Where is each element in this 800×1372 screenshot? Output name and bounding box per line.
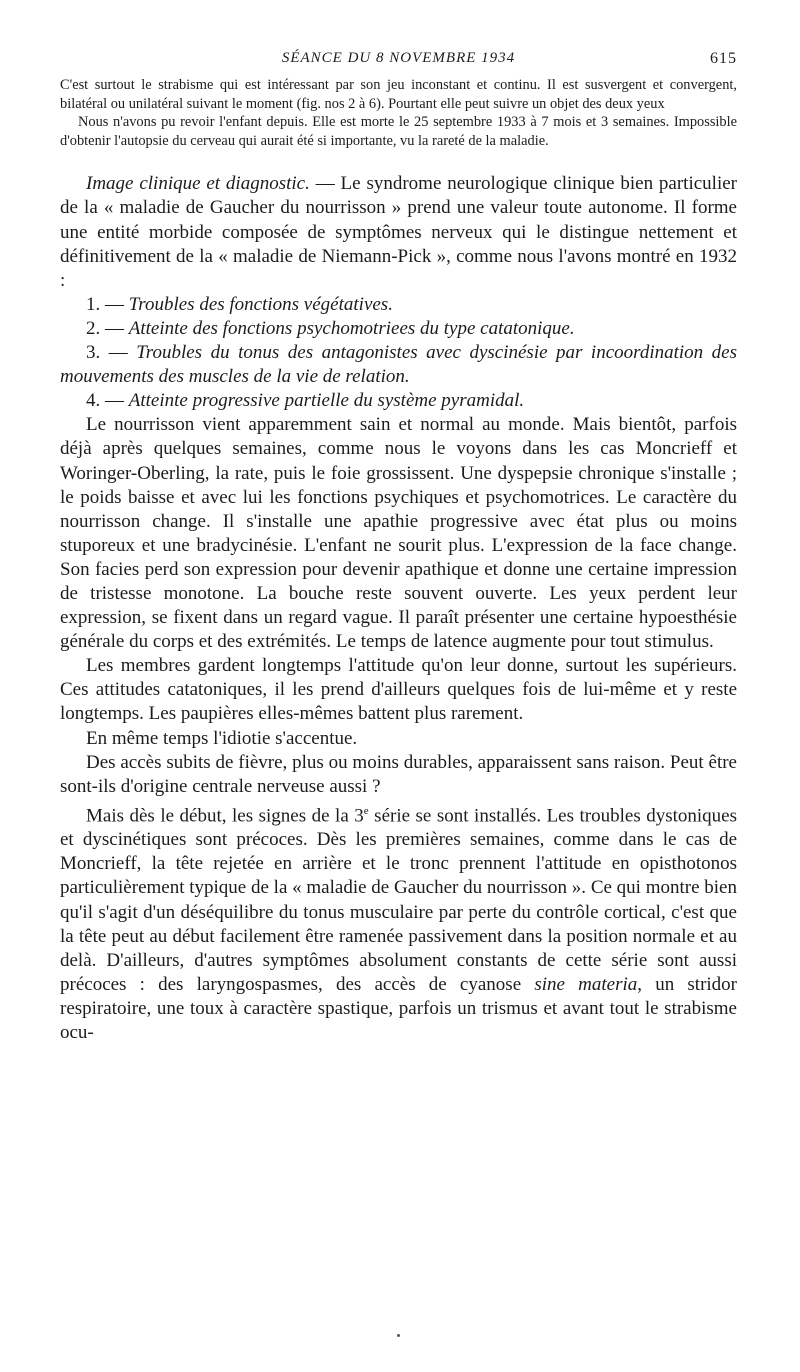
list-item-number: 2. — — [86, 317, 129, 339]
page-number: 615 — [710, 50, 737, 67]
paragraph-diagnostic-text: — Le syndrome neurologique clinique bien particulier de la « maladie de Gaucher du nourrisson » prend une valeur toute autonome. Il forme une entité morbide composée de symptômes nerveux qui le distingue nettement et définitivement de la « maladie de Niemann-Pick », comme nous l'avons montré en 1932 : — [60, 173, 737, 291]
paragraph-nourrisson: Le nourrisson vient apparemment sain et normal au monde. Mais bientôt, parfois déjà après quelques semaines, comme nous le voyons dans les cas Moncrieff et Woringer-Oberling, la rate, puis le foie grossissent. Une dyspepsie chronique s'installe ; le poids baisse et avec lui les fonctions psychiques et psychomotrices. Le caractère du nourrisson change. Il s'installe une apathie progressive avec état plus ou moins stuporeux et une bradycinésie. L'enfant ne sourit plus. L'expression de la face change. Son facies perd son expression pour devenir apathique et donne une certaine impression de tristesse monotone. La bouche reste souvent ouverte. Les yeux perdent leur expression, se fixent dans un regard vague. Il paraît présenter une certaine hypoesthésie générale du corps et des extrémités. Le temps de latence augmente pour tout stimulus. — [60, 414, 737, 653]
page — [60, 50, 737, 1045]
list-item — [60, 293, 737, 317]
list-item — [60, 341, 737, 389]
paragraph-enfant-morte: Nous n'avons pu revoir l'enfant depuis. Elle est morte le 25 septembre 1933 à 7 mois et 3 semaines. Impossible d'obtenir l'autopsie du cerveau qui aurait été si importante, vu la rareté de la maladie. — [60, 114, 737, 149]
paragraph-debut-part2: série se sont installés. Les troubles dystoniques et dyscinétiques sont précoces. Dès les premières semaines, comme dans le cas de Moncrieff, la tête rejetée en arrière et le tronc prennent l'attitude en opisthotonos particulièrement typique de la « maladie de Gaucher du nourrisson ». Ce qui montre bien qu'il s'agit d'un déséquilibre du tonus musculaire par perte du contrôle cortical, c'est que la tête peut au début facilement être ramenée passivement dans la position normale et au delà. D'ailleurs, d'autres symptômes absolument constants de cette série sont aussi précoces : des laryngospasmes, des accès de cyanose — [60, 805, 737, 995]
running-title: SÉANCE DU 8 NOVEMBRE 1934 — [281, 50, 516, 66]
paragraph-diagnostic — [60, 172, 737, 292]
list-item-number: 4. — — [86, 390, 129, 412]
list-item-text: Troubles des fonctions végétatives. — [128, 293, 393, 315]
paragraph-idiotie: En même temps l'idiotie s'accentue. — [86, 727, 358, 749]
list-item — [60, 389, 737, 413]
page-header — [60, 50, 737, 76]
paragraph-debut — [60, 799, 737, 1045]
list-item-text: Atteinte des fonctions psychomotriees du type catatonique. — [128, 317, 575, 339]
paragraph-fievre: Des accès subits de fièvre, plus ou moins durables, apparaissent sans raison. Peut être sont-ils d'origine centrale nerveuse aussi ? — [60, 751, 737, 797]
paragraph-strabisme: C'est surtout le strabisme qui est intéressant par son jeu inconstant et continu. Il est susvergent et convergent, bilatéral ou unilatéral suivant le moment (fig. nos 2 à 6). Pourtant elle peut suivre un objet des deux yeux — [60, 77, 737, 112]
list-item-text: Atteinte progressive partielle du système pyramidal. — [128, 390, 525, 412]
paragraph-debut-part1: Mais dès le début, les signes de la 3 — [86, 805, 364, 827]
paragraph-membres: Les membres gardent longtemps l'attitude qu'on leur donne, surtout les supérieurs. Ces attitudes catatoniques, il les prend d'ailleurs quelques fois de lui-même et y reste longtemps. Les paupières elles-mêmes battent plus rarement. — [60, 655, 737, 725]
list-item-number: 3. — — [86, 342, 137, 364]
section-heading: Image clinique et diagnostic. — [86, 173, 310, 195]
superscript: e — [363, 804, 369, 817]
ink-speck — [397, 1334, 400, 1337]
italic-phrase: sine materia — [534, 973, 638, 995]
main-text-block — [60, 172, 737, 1045]
paragraph-debut-part3: , un stridor respiratoire, une toux à caractère spastique, parfois un trismus et avant tout le strabisme ocu- — [60, 973, 737, 1043]
list-item-text: Troubles du tonus des antagonistes avec dyscinésie par incoordination des mouvements des muscles de la vie de relation. — [60, 342, 737, 388]
small-print-block — [60, 76, 737, 150]
list-item-number: 1. — — [86, 293, 129, 315]
list-item — [60, 317, 737, 341]
